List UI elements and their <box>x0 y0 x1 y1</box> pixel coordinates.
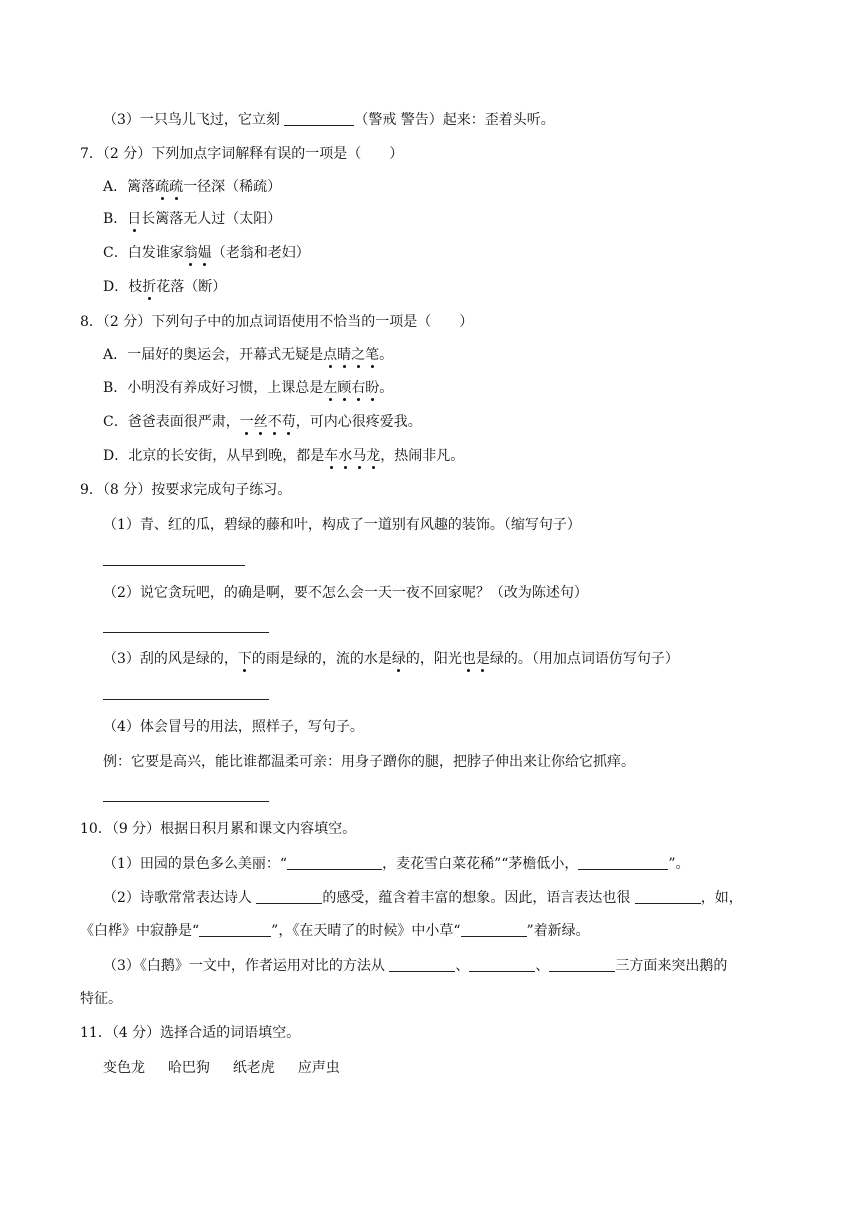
q7-stem: 7．（2 分）下列加点字词解释有误的一项是（ ） <box>80 146 404 162</box>
emphasis-dot-char: 苟 <box>281 414 296 430</box>
q10-sub2: （2）诗歌常常表达诗人 的感受，蕴含着丰富的想象。因此，语言表达也很 ，如， <box>103 890 743 906</box>
q8-b-dotted <box>323 380 379 396</box>
emphasis-dot-char: 水 <box>338 448 353 464</box>
q8-option-a: A．一届好的奥运会，开幕式无疑是点睛之笔。 <box>103 347 394 363</box>
emphasis-dot-char: 一 <box>239 414 254 430</box>
emphasis-dot-char: 媪 <box>197 245 212 261</box>
q10-s3-blank-1[interactable] <box>389 957 455 972</box>
q10-s2-blank-4[interactable] <box>461 922 527 937</box>
q6-sub3-text: （3）一只鸟儿飞过，它立刻 <box>103 112 285 128</box>
q10-stem: 10．（9 分）根据日积月累和课文内容填空。 <box>80 821 357 837</box>
q9-sub3-answer-line[interactable] <box>103 699 269 700</box>
q8-d-dotted <box>324 448 380 464</box>
q9-sub4: （4）体会冒号的用法，照样子，写句子。 <box>103 719 364 735</box>
q10-s1-blank-2[interactable] <box>578 855 668 870</box>
q9-s3-dotted-2 <box>392 651 406 667</box>
emphasis-dot-char: 丝 <box>253 414 268 430</box>
emphasis-dot-char: 也 <box>461 651 476 667</box>
q9-s3-dotted-3 <box>462 651 490 667</box>
q6-sub3-text-after: （警戒 警告）起来：歪着头听。 <box>354 112 555 128</box>
q6-sub3-line <box>103 111 555 129</box>
emphasis-dot-char: 龙 <box>366 448 381 464</box>
q10-s1-blank-1[interactable] <box>287 855 382 870</box>
q7-option-a: A．篱落疏疏一径深（稀疏） <box>103 179 282 195</box>
q10-s2-blank-2[interactable] <box>635 889 701 904</box>
q9-example: 例：它要是高兴，能比谁都温柔可亲：用身子蹭你的腿，把脖子伸出来让你给它抓痒。 <box>103 754 635 770</box>
q8-stem: 8．（2 分）下列句子中的加点词语使用不恰当的一项是（ ） <box>80 314 474 330</box>
q8-a-dotted <box>323 347 379 363</box>
emphasis-dot-char: 点 <box>323 347 338 363</box>
q8-option-c: C．爸爸表面很严肃，一丝不苟，可内心很疼爱我。 <box>103 414 422 430</box>
q7-option-d: D．枝折花落（断） <box>103 279 227 295</box>
q10-s2-blank-1[interactable] <box>256 889 322 904</box>
q9-sub4-answer-line[interactable] <box>103 801 269 802</box>
q9-sub1: （1）青、红的瓜，碧绿的藤和叶，构成了一道别有风趣的装饰。（缩写句子） <box>103 517 581 533</box>
q10-sub3-cont: 特征。 <box>80 991 122 1007</box>
emphasis-dot-char: 折 <box>142 279 157 295</box>
emphasis-dot-char: 疏 <box>155 179 170 195</box>
emphasis-dot-char: 左 <box>323 380 338 396</box>
q7-c-dotted <box>184 245 212 261</box>
q11-word-2: 哈巴狗 <box>167 1060 210 1076</box>
q8-option-b: B．小明没有养成好习惯，上课总是左顾右盼。 <box>103 380 394 396</box>
q8-c-dotted <box>240 414 296 430</box>
q7-d-dotted <box>142 279 156 295</box>
emphasis-dot-char: 绿 <box>391 651 406 667</box>
emphasis-dot-char: 马 <box>352 448 367 464</box>
q9-sub1-answer-line[interactable] <box>103 565 245 566</box>
q11-word-3: 纸老虎 <box>232 1060 275 1076</box>
q10-s2-blank-3[interactable] <box>199 922 271 937</box>
emphasis-dot-char: 盼 <box>365 380 380 396</box>
emphasis-dot-char: 翁 <box>183 245 198 261</box>
q10-sub2-cont: 《白桦》中寂静是“ ”，《在天晴了的时候》中小草“ ”着新绿。 <box>80 923 590 939</box>
q10-s3-blank-2[interactable] <box>469 957 535 972</box>
emphasis-dot-char: 下 <box>237 651 252 667</box>
emphasis-dot-char: 笔 <box>365 347 380 363</box>
q7-option-c: C．白发谁家翁媪（老翁和老妇） <box>103 245 310 261</box>
q9-sub2: （2）说它贪玩吧，的确是啊，要不怎么会一天一夜不回家呢？（改为陈述句） <box>103 585 588 601</box>
q10-sub3: （3）《白鹅》一文中，作者运用对比的方法从 、 、 三方面来突出鹅的 <box>103 958 728 974</box>
emphasis-dot-char: 车 <box>324 448 339 464</box>
q9-sub3: （3）刮的风是绿的，下的雨是绿的，流的水是绿的，阳光也是绿的。（用加点词语仿写句子） <box>103 651 679 667</box>
emphasis-dot-char: 不 <box>267 414 282 430</box>
q10-s3-blank-3[interactable] <box>549 957 615 972</box>
emphasis-dot-char: 睛 <box>337 347 352 363</box>
q9-stem: 9．（8 分）按要求完成句子练习。 <box>80 482 292 498</box>
emphasis-dot-char: 顾 <box>337 380 352 396</box>
q9-sub2-answer-line[interactable] <box>103 632 269 633</box>
emphasis-dot-char: 疏 <box>169 179 184 195</box>
q6-sub3-blank[interactable] <box>284 111 354 126</box>
q10-sub1: （1）田园的景色多么美丽：“ ，麦花雪白菜花稀”“茅檐低小， ”。 <box>103 856 690 872</box>
emphasis-dot-char: 日 <box>127 211 142 227</box>
emphasis-dot-char: 之 <box>351 347 366 363</box>
q11-word-4: 应声虫 <box>297 1060 340 1076</box>
q9-s3-dotted-1 <box>238 651 252 667</box>
q7-b-dotted <box>127 211 141 227</box>
emphasis-dot-char: 是 <box>475 651 490 667</box>
q11-word-bank <box>103 1059 340 1077</box>
q11-stem: 11．（4 分）选择合适的词语填空。 <box>80 1025 301 1041</box>
q11-word-1: 变色龙 <box>103 1060 145 1076</box>
q8-option-d: D．北京的长安街，从早到晚，都是车水马龙，热闹非凡。 <box>103 448 465 464</box>
q7-option-b: B．日长篱落无人过（太阳） <box>103 211 282 227</box>
q7-a-dotted <box>155 179 183 195</box>
emphasis-dot-char: 右 <box>351 380 366 396</box>
